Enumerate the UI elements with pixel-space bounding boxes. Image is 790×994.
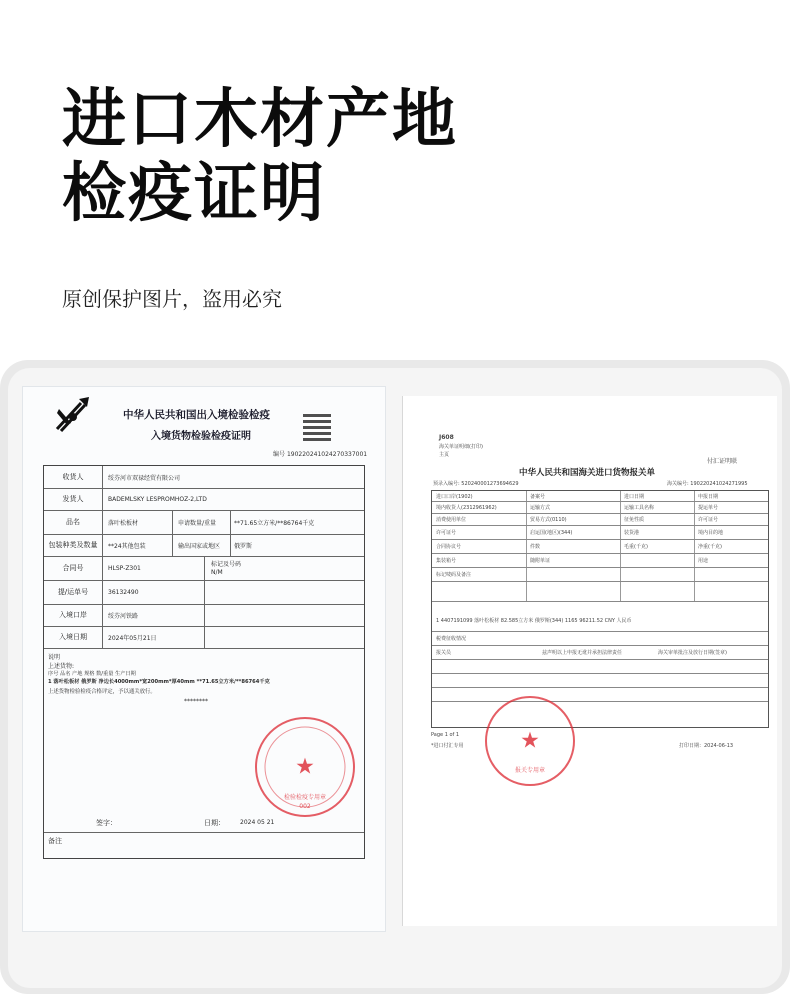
star-icon: ★ xyxy=(295,754,315,780)
customs-declaration: J608 海关单证明细(打印) 主页 付汇证明联 中华人民共和国海关进口货物报关单 预录入编号: 520240001273694629 海关编号: 190220241024271995 进口口岸(1902) 备案号 进口日期 申报日期 境内收货人(2312961962) 运输方式 运输工具名称 提运单号 消费使用单位 贸易方式(0110) 征免性质 许可证号 许可证号 启运国(地区)(344) 装货港 境内目的地 合同协议号 件数 毛重(千克) 净重(千克) 集装箱号 随附单证 用途 标记唛码及备注 1 4407191099 落叶松板材 82.585立方米 俄罗斯(344) 1165 96211.52 CNY 人民币 税费征收情况 报关员 兹声明以上申报无讹并承担法律责任 海关审单批注及放行日期(签章) Page 1 of 1 *进口付汇专用 打印日期：2024-06-13 ★ 报关专用章 xyxy=(402,396,777,926)
svg-text:报关专用章: 报关专用章 xyxy=(514,767,546,774)
declaration-title: 中华人民共和国海关进口货物报关单 xyxy=(519,468,656,478)
page-title-line2: 检疫证明 xyxy=(62,157,326,231)
row-consignor: 发货人 BADEMLSKY LESPROMHOZ-2,LTD xyxy=(44,488,364,511)
row-bill: 提/运单号 36132490 xyxy=(44,580,364,605)
copyright-subtitle: 原创保护图片，盗用必究 xyxy=(62,287,282,311)
customs-emblem-icon xyxy=(51,395,97,435)
star-icon: ★ xyxy=(520,728,540,754)
goods-row: 1 4407191099 落叶松板材 82.585立方米 俄罗斯(344) 1165 96211.52 CNY 人民币 xyxy=(436,618,632,624)
row-goods-name: 品名 落叶松板材 申请数量/重量 **71.65立方米/**86764千克 xyxy=(44,510,364,535)
qr-code xyxy=(303,413,331,441)
company-seal xyxy=(485,696,575,786)
mark-box: 标记及号码 N/M xyxy=(204,556,365,648)
row-entry-date: 入境日期 2024年05月21日 xyxy=(44,626,364,649)
seal-ring-icon xyxy=(487,698,573,784)
declaration-table: 进口口岸(1902) 备案号 进口日期 申报日期 境内收货人(2312961962) 运输方式 运输工具名称 提运单号 消费使用单位 贸易方式(0110) 征免性质 许可证号 许可证号 启运国(地区)(344) 装货港 境内目的地 合同协议号 件数 毛重(千克) 净重(千克) 集装箱号 随附单证 用途 标记唛码及备注 1 4407191099 落叶松板材 82.585立方米 俄罗斯(344) 1165 96211.52 CNY 人民币 税费征收情况 报关员 兹声明以上申报无讹并承担法律责任 海关审单批注及放行日期(签章) xyxy=(431,490,769,728)
row-consignee: 收货人 绥芬河市双禄经贸有限公司 xyxy=(44,466,364,489)
certificate-subheading: 入境货物检验检疫证明 xyxy=(151,431,251,442)
svg-text:检验检疫专用章: 检验检疫专用章 xyxy=(283,794,327,801)
svg-text:002: 002 xyxy=(299,803,311,810)
row-port: 入境口岸 绥芬河铁路 xyxy=(44,604,364,627)
row-packing: 包装种类及数量 **24其他包装 输出国家或地区 俄罗斯 xyxy=(44,534,364,557)
seal-ring-icon xyxy=(257,719,353,815)
row-contract: 合同号 HLSP-Z301 xyxy=(44,556,364,581)
certificate-heading: 中华人民共和国出入境检验检疫 xyxy=(123,409,270,421)
page-title-line1: 进口木材产地 xyxy=(62,83,458,157)
certificate-table: 收货人 绥芬河市双禄经贸有限公司 发货人 BADEMLSKY LESPROMHOZ-2,LTD 品名 落叶松板材 申请数量/重量 **71.65立方米/**86764千克 包装种类及数量 **24其他包装 输出国家或地区 俄罗斯 合同号 HLSP-Z301 提/运单号 36132490 入境口岸 绥芬河铁路 入境日期 2024年05月21日 标记及号码 N/M 说明 上述货物: 序号 品名 产地 规格 数/重量 生产日期 1 落叶松板材 俄罗斯 净边长4000mm*宽200mm*厚40mm **71.65立方米/**86764千克 上述货物检验检疫合格评定，予以通关放行。 ******** 签字： 日期： 2024 05 21 备注 xyxy=(43,465,365,859)
remarks-title: 说明 xyxy=(48,654,61,661)
inspection-certificate xyxy=(22,386,386,932)
inspection-seal xyxy=(255,717,355,817)
certificate-number: 编号 190220241024270337001 xyxy=(273,451,368,458)
